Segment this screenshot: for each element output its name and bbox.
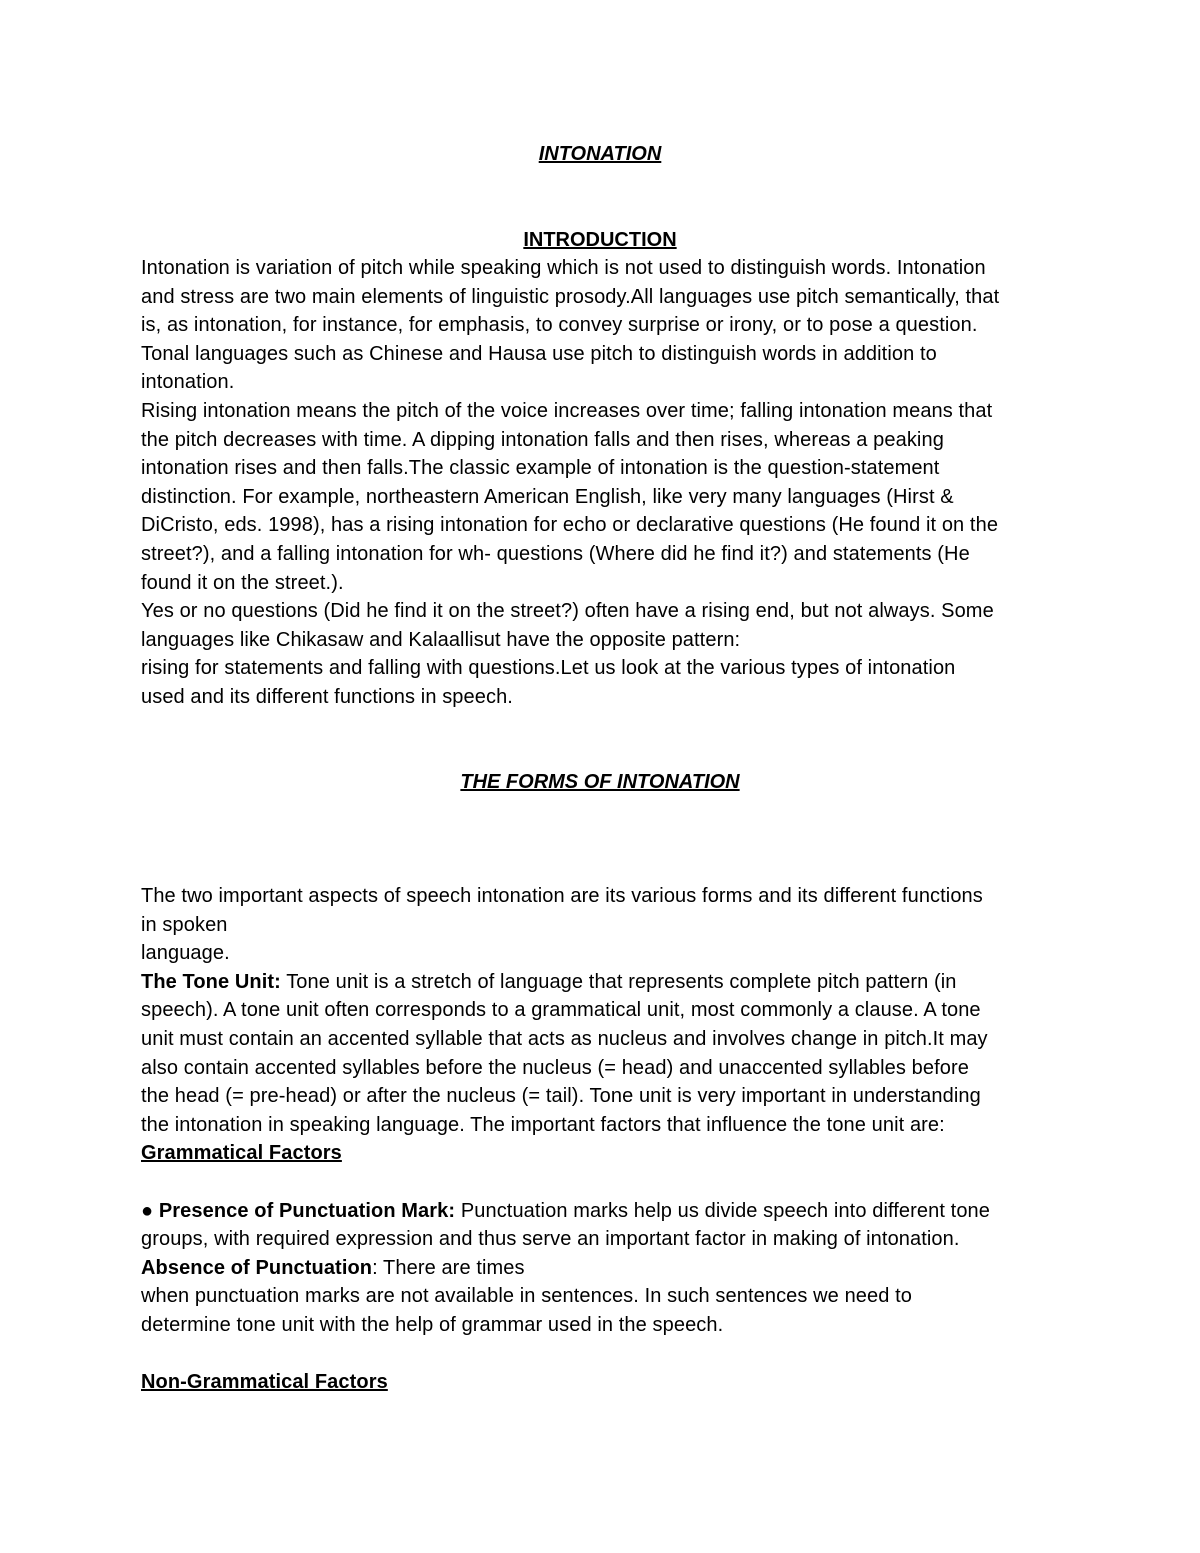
- punctuation-line: [141, 1197, 1066, 1226]
- text-line: the head (= pre-head) or after the nucleus (= tail). Tone unit is very important in understanding: [141, 1085, 981, 1108]
- tone-unit-text: Tone unit is a stretch of language that represents complete pitch pattern (in: [280, 970, 957, 993]
- text-line: distinction. For example, northeastern American English, like very many languages (Hirst &: [141, 485, 954, 508]
- text-line: speech). A tone unit often corresponds to a grammatical unit, most commonly a clause. A tone: [141, 999, 981, 1022]
- blank-line: [141, 1340, 1066, 1369]
- text-line: language.: [141, 942, 230, 965]
- text-line: used and its different functions in speech.: [141, 685, 513, 708]
- punctuation-text: Punctuation marks help us divide speech into different tone: [455, 1199, 991, 1222]
- text-line: Intonation is variation of pitch while speaking which is not used to distinguish words. Intonation: [141, 257, 986, 279]
- absence-text: : There are times: [372, 1256, 525, 1279]
- text-line: groups, with required expression and thus serve an important factor in making of intonation.: [141, 1228, 960, 1251]
- text-line: determine tone unit with the help of grammar used in the speech.: [141, 1313, 724, 1336]
- text-line: the pitch decreases with time. A dipping intonation falls and then rises, whereas a peaking: [141, 428, 944, 451]
- text-line: Yes or no questions (Did he find it on the street?) often have a rising end, but not always. Some: [141, 600, 994, 623]
- text-line: rising for statements and falling with questions.Let us look at the various types of intonation: [141, 657, 956, 680]
- document-title: INTONATION: [538, 143, 662, 165]
- text-line: intonation.: [141, 371, 235, 394]
- forms-heading: THE FORMS OF INTONATION: [460, 771, 740, 793]
- absence-label: Absence of Punctuation: [141, 1256, 373, 1279]
- text-line: unit must contain an accented syllable that acts as nucleus and involves change in pitch.It may: [141, 1027, 988, 1050]
- text-line: languages like Chikasaw and Kalaallisut have the opposite pattern:: [141, 628, 741, 651]
- tone-unit-line: [141, 968, 1066, 997]
- bullet-icon: ●: [141, 1199, 154, 1222]
- text-line: in spoken: [141, 913, 228, 936]
- text-line: intonation rises and then falls.The classic example of intonation is the question-statement: [141, 457, 940, 480]
- text-line: Tonal languages such as Chinese and Hausa use pitch to distinguish words in addition to: [141, 342, 937, 365]
- text-line: street?), and a falling intonation for wh- questions (Where did he find it?) and statements (He: [141, 542, 970, 565]
- text-line: the intonation in speaking language. The important factors that influence the tone unit are:: [141, 1113, 945, 1136]
- text-line: Rising intonation means the pitch of the voice increases over time; falling intonation means that: [141, 399, 993, 422]
- text-line: The two important aspects of speech intonation are its various forms and its different functions: [141, 885, 983, 907]
- text-line: also contain accented syllables before the nucleus (= head) and unaccented syllables before: [141, 1056, 969, 1079]
- grammatical-factors-heading: Grammatical Factors: [141, 1142, 342, 1165]
- text-line: DiCristo, eds. 1998), has a rising intonation for echo or declarative questions (He found it on the: [141, 514, 999, 537]
- absence-line: [141, 1254, 1066, 1283]
- non-grammatical-factors-heading: Non-Grammatical Factors: [141, 1371, 388, 1394]
- blank-line: [141, 1168, 1066, 1197]
- introduction-heading: INTRODUCTION: [523, 229, 677, 251]
- text-line: is, as intonation, for instance, for emphasis, to convey surprise or irony, or to pose a question.: [141, 314, 978, 337]
- text-line: found it on the street.).: [141, 571, 344, 594]
- text-line: when punctuation marks are not available in sentences. In such sentences we need to: [141, 1285, 912, 1308]
- forms-paragraph: [141, 882, 1066, 1397]
- introduction-paragraph: [141, 254, 1066, 712]
- tone-unit-label: The Tone Unit:: [141, 970, 281, 993]
- text-line: and stress are two main elements of linguistic prosody.All languages use pitch semantically, that: [141, 285, 1000, 308]
- punctuation-label: Presence of Punctuation Mark:: [153, 1199, 456, 1222]
